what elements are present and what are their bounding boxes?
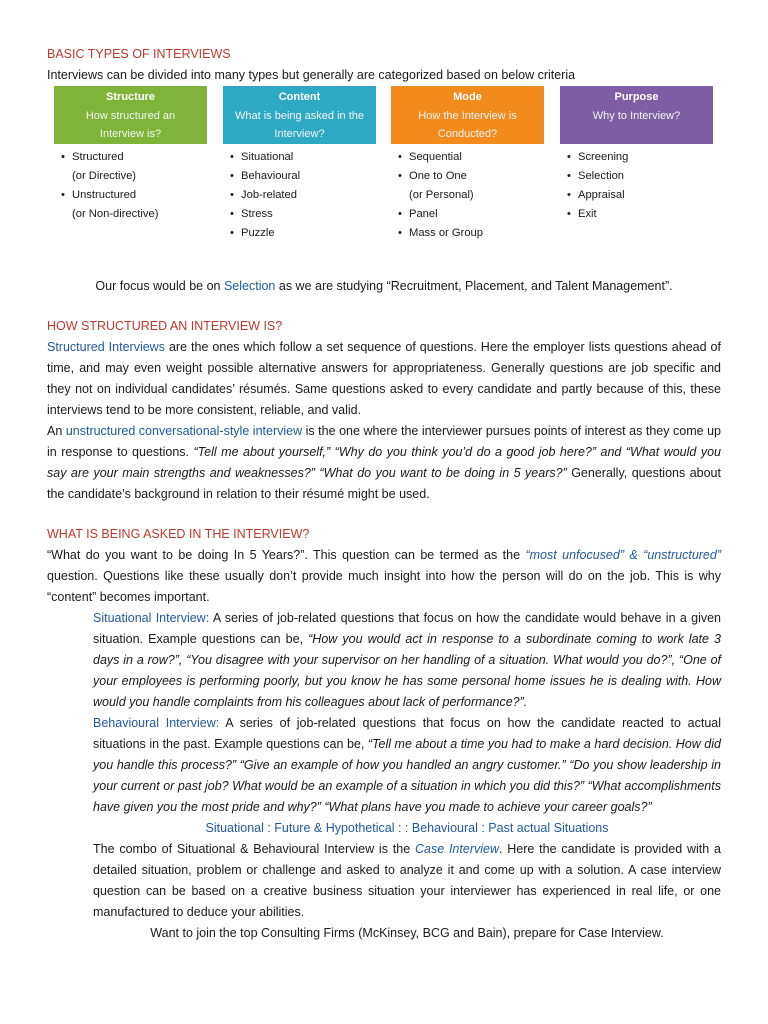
structured-paragraph xyxy=(47,337,721,421)
behavioural-label: Behavioural Interview: xyxy=(93,716,220,730)
category-mode xyxy=(391,86,544,243)
document-page xyxy=(47,44,721,944)
list-item: • One to One xyxy=(391,167,544,186)
category-title: Structure xyxy=(106,91,155,103)
category-desc-line1: Why to Interview? xyxy=(592,109,681,122)
category-title: Content xyxy=(278,91,321,103)
behavioural-quotes: “Tell me about a time you had to make a hard decision. How did you handle this process?” “Give an example of how you handled an angry customer.” “Do you show leadership in your current or past job? What would be an example of a situation in which you did this?” “What accomplishments have given you the most pride and why?” “What plans have you made to achieve your career goals?” xyxy=(93,737,721,814)
category-desc-line2: Conducted? xyxy=(437,128,498,140)
behavioural-text: A series of job-related questions that focus on how the candidate reacted to actual situations in the past. Example questions can be, xyxy=(93,716,721,751)
list-item: • Panel xyxy=(391,205,544,224)
structured-text: are the ones which follow a set sequence of questions. Here the employer lists questions ahead of time, and may even weight possible alternative answers for appropriateness. Generally questions are job specific and they not on individual candidates’ résumés. Same questions asked to every candidate and partly because of this, these interviews tend to be more consistent, reliable, and valid. xyxy=(47,340,721,417)
focus-pre: Our focus would be on xyxy=(95,279,224,293)
case-paragraph xyxy=(47,839,721,923)
focus-keyword: Selection xyxy=(223,279,276,293)
category-items xyxy=(223,148,376,243)
list-item: • Unstructured xyxy=(54,186,207,205)
category-desc-line1: What is being asked in the xyxy=(234,109,365,122)
category-desc-line1: How the Interview is xyxy=(418,109,517,122)
category-structure xyxy=(54,86,207,224)
unstructured-keyword: unstructured conversational-style interview xyxy=(65,424,303,438)
list-item: • Stress xyxy=(223,205,376,224)
list-item: • Situational xyxy=(223,148,376,167)
section-heading-content: WHAT IS BEING ASKED IN THE INTERVIEW? xyxy=(47,527,310,541)
intro-text: Interviews can be divided into many types but generally are categorized based on below criteria xyxy=(47,68,576,82)
category-desc-line1: How structured an xyxy=(85,109,176,122)
unstructured-paragraph xyxy=(47,421,721,505)
category-title: Purpose xyxy=(614,91,659,103)
list-item-note: (or Non-directive) xyxy=(72,208,159,220)
list-item: • Exit xyxy=(560,205,713,224)
case-keyword: Case Interview xyxy=(414,842,499,856)
list-item-note: (or Directive) xyxy=(72,170,137,182)
category-box-content xyxy=(223,86,376,144)
unstructured-text: is the one where the interviewer pursues points of interest as they come up in response to questions. xyxy=(47,424,722,459)
content-pre: “What do you want to be doing In 5 Years?”. This question can be termed as the xyxy=(47,548,526,562)
situational-paragraph xyxy=(47,608,721,713)
category-title: Mode xyxy=(453,91,482,103)
list-item: • Selection xyxy=(560,167,713,186)
category-desc-line2: Interview is? xyxy=(99,128,162,140)
case-post: . Here the candidate is provided with a detailed situation, problem or challenge and asked to analyze it and come up with a solution. A case interview question can be based on a creative business situation your interviewer has experienced in real life, or one manufactured to deduce your abilities. xyxy=(93,842,721,919)
comparison-line: Situational : Future & Hypothetical : : Behavioural : Past actual Situations xyxy=(205,821,609,835)
list-item: • Sequential xyxy=(391,148,544,167)
section-heading-structured: HOW STRUCTURED AN INTERVIEW IS? xyxy=(47,319,283,333)
category-box-mode xyxy=(391,86,544,144)
list-item: • Puzzle xyxy=(223,224,376,243)
unstructured-pre: An xyxy=(47,424,66,438)
category-items xyxy=(560,148,713,224)
focus-post: as we are studying “Recruitment, Placement, and Talent Management”. xyxy=(275,279,673,293)
situational-quotes: “How you would act in response to a subordinate coming to work late 3 days in a row?”, “You disagree with your supervisor on her handling of a situation. What would you do?”, “One of your employees is performing poorly, but you know he has some personal home issues he is dealing with. How would you handle complaints from his colleagues about lack of performance?”. xyxy=(93,632,721,709)
list-item: • Mass or Group xyxy=(391,224,544,243)
category-items xyxy=(54,148,207,224)
category-box-structure xyxy=(54,86,207,144)
structured-keyword: Structured Interviews xyxy=(47,340,165,354)
category-box-purpose xyxy=(560,86,713,144)
situational-label: Situational Interview: xyxy=(93,611,210,625)
case-pre: The combo of Situational & Behavioural Interview is the xyxy=(93,842,415,856)
content-post: question. Questions like these usually don’t provide much insight into how the person will do on the job. This is why “content” becomes important. xyxy=(47,569,721,604)
behavioural-paragraph xyxy=(47,713,721,818)
category-purpose xyxy=(560,86,713,224)
category-desc-line2: Interview? xyxy=(274,128,325,140)
unstructured-quotes: “Tell me about yourself,” “Why do you think you’d do a good job here?” and “What would you say are your main strengths and weaknesses?” “What do you want to be doing in 5 years?” xyxy=(47,445,721,480)
list-item: • Structured xyxy=(54,148,207,167)
unstructured-end: Generally, questions about the candidate’s background in relation to their résumé might be used. xyxy=(47,466,721,501)
closing-line: Want to join the top Consulting Firms (McKinsey, BCG and Bain), prepare for Case Interview. xyxy=(150,926,664,940)
content-keyword: “most unfocused” & “unstructured” xyxy=(525,548,722,562)
content-paragraph xyxy=(47,545,721,608)
category-content xyxy=(223,86,376,243)
list-item: • Job-related xyxy=(223,186,376,205)
list-item: • Screening xyxy=(560,148,713,167)
list-item-note: (or Personal) xyxy=(409,189,474,201)
interview-type-categories xyxy=(47,86,721,276)
focus-statement xyxy=(47,276,721,297)
situational-text: A series of job-related questions that focus on how the candidate would behave in a given situation. Example questions can be, xyxy=(93,611,721,646)
section-heading-basic-types: BASIC TYPES OF INTERVIEWS xyxy=(47,47,231,61)
category-items xyxy=(391,148,544,243)
list-item: • Behavioural xyxy=(223,167,376,186)
list-item: • Appraisal xyxy=(560,186,713,205)
